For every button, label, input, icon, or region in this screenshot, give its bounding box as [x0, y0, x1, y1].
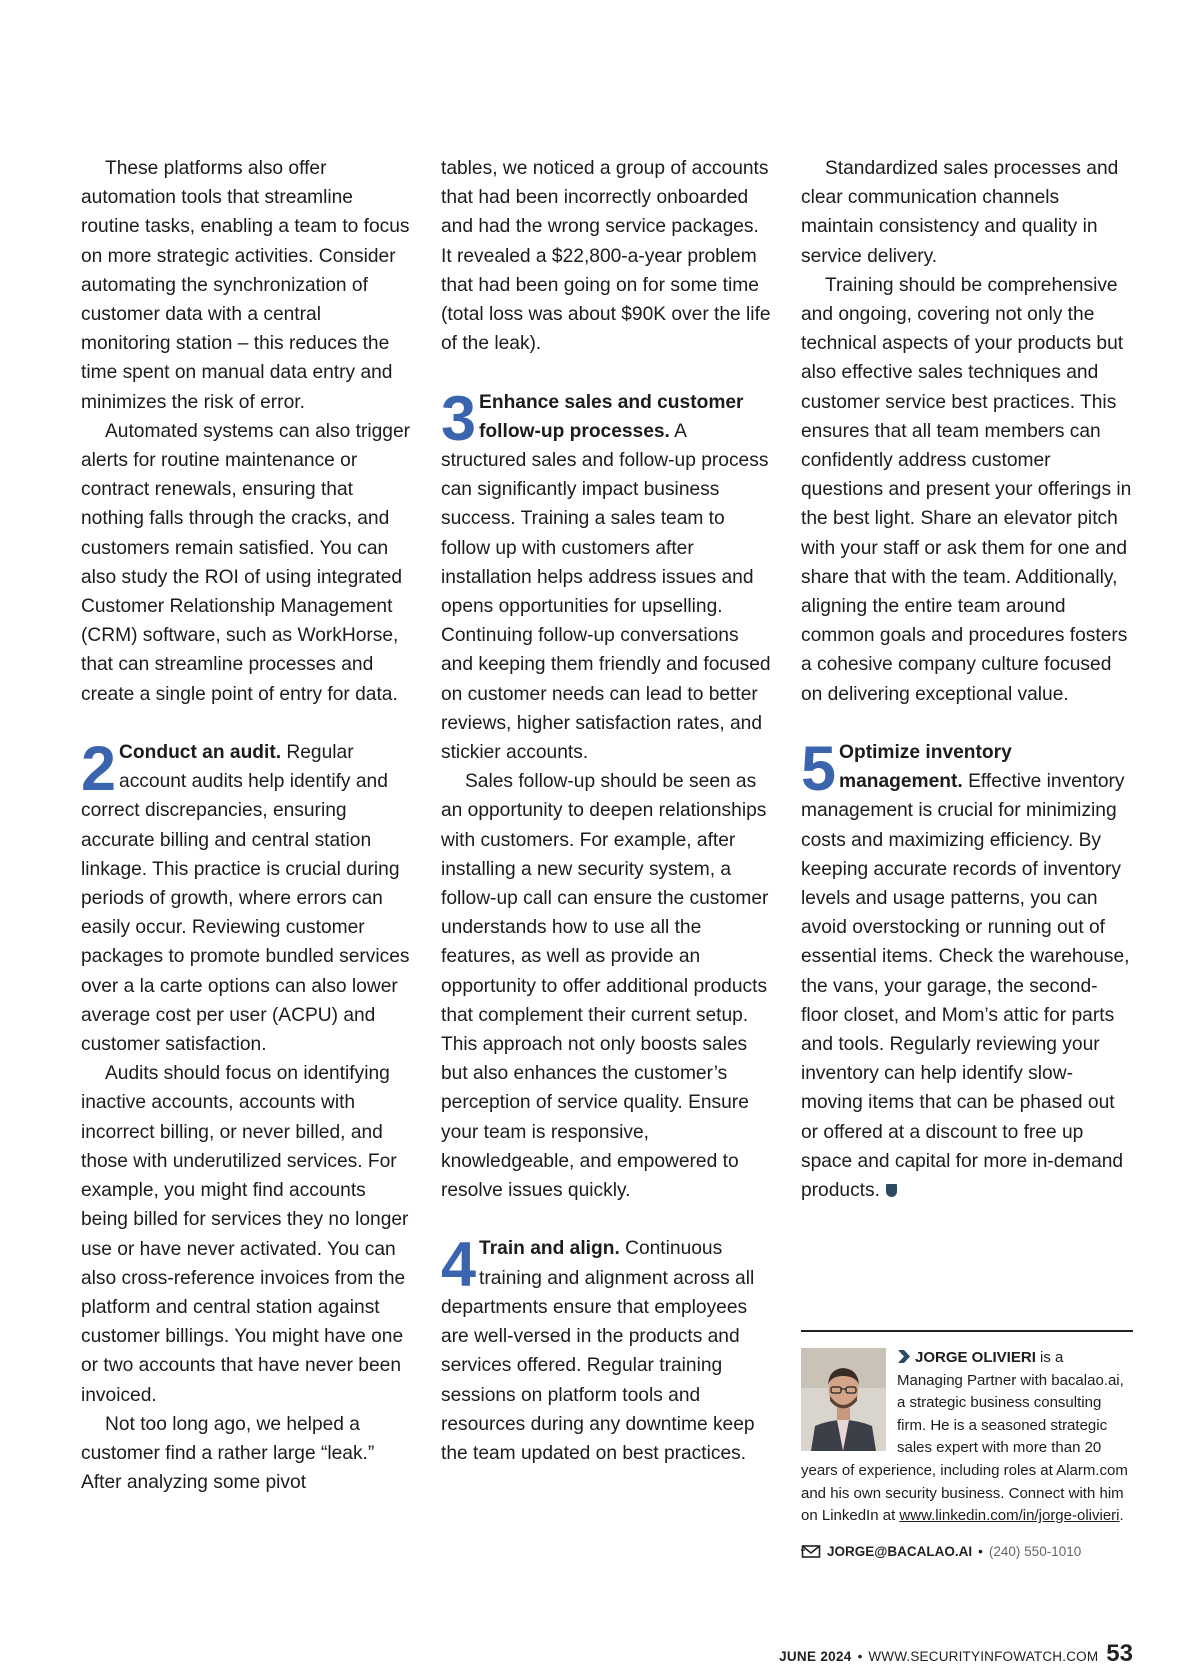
paragraph: Sales follow-up should be seen as an opportunity to deepen relationships with customers. For example, after installing a new security system, a follow-up call can ensure the customer understands how to use all the features, as well as provide an opportunity to offer additional products that complement their current setup. This approach not only boosts sales but also enhances the customer’s perception of service quality. Ensure your team is responsive, knowledgeable, and empowered to resolve issues quickly.: [441, 771, 769, 1202]
section-5: [801, 734, 1133, 1205]
section-heading: Optimize inventory management.: [839, 742, 1012, 793]
section-4: [441, 1230, 771, 1468]
section-body: Effective inventory management is crucial for minimizing costs and maximizing efficiency. By keeping accurate records of inventory levels and usage patterns, you can avoid overstocking or running out of essential items. Check the warehouse, the vans, your garage, the second-floor closet, and Mom’s attic for parts and tools. Regularly reviewing your inventory can help identify slow-moving items that can be phased out or offered at a discount to free up space and capital for more in-demand products.: [801, 771, 1130, 1202]
paragraph: Audits should focus on identifying inactive accounts, accounts with incorrect billing, or never billed, and those with underutilized services. For example, you might find accounts being billed for services they no longer use or have never activated. You can also cross-reference invoices from the platform and central station against customer billings. You might have one or two accounts that have never been invoiced.: [81, 1063, 409, 1406]
section-number: 5: [801, 734, 837, 805]
column-3: [801, 154, 1133, 1205]
paragraph: These platforms also offer automation tools that streamline routine tasks, enabling a team to focus on more strategic activities. Consider automating the synchronization of customer data with a central monitoring station – this reduces the time spent on manual data entry and minimizes the risk of error.: [81, 158, 410, 413]
section-heading: Enhance sales and customer follow-up processes.: [479, 391, 744, 442]
bio-period: .: [1119, 1507, 1124, 1525]
section-body: Continuous training and alignment across all departments ensure that employees are well-versed in the products and services offered. Regular training sessions on platform tools and resources during any downtime keep the team updated on best practices.: [441, 1238, 755, 1464]
paragraph: Standardized sales processes and clear communication channels maintain consistency and quality in service delivery.: [801, 158, 1119, 267]
bio-description: is a Managing Partner with bacalao.ai, a strategic business consulting firm. He is a seasoned strategic sales expert with more than 20 years of experience, including roles at Alarm.com and his own security business. Connect with him on LinkedIn at: [801, 1349, 1128, 1525]
author-bio: [801, 1330, 1133, 1559]
section-number: 3: [441, 383, 477, 454]
page-number: 53: [1106, 1640, 1133, 1667]
section-number: 4: [441, 1230, 477, 1301]
linkedin-link[interactable]: www.linkedin.com/in/jorge-olivieri: [899, 1507, 1120, 1525]
column-2: [441, 154, 771, 1468]
envelope-icon: [801, 1544, 823, 1559]
author-phone: (240) 550-1010: [988, 1543, 1082, 1559]
paragraph: tables, we noticed a group of accounts that had been incorrectly onboarded and had the wrong service packages. It revealed a $22,800-a-year problem that had been going on for some time (total loss was about $90K over the life of the leak).: [441, 158, 771, 355]
section-number: 2: [81, 734, 117, 805]
author-name: JORGE OLIVIERI: [915, 1349, 1036, 1366]
paragraph: Not too long ago, we helped a customer find a rather large “leak.” After analyzing some pivot: [81, 1413, 375, 1494]
section-body: A structured sales and follow-up process can significantly impact business success. Training a sales team to follow up with customers after installation helps address issues and opens opportunities for upselling. Continuing follow-up conversations and keeping them friendly and focused on customer needs can lead to better reviews, higher satisfaction rates, and stickier accounts.: [441, 420, 771, 764]
section-body: Regular account audits help identify and correct discrepancies, ensuring accurate billing and central station linkage. This practice is crucial during periods of growth, where errors can easily occur. Reviewing customer packages to promote bundled services over a la carte options can also lower average cost per user (ACPU) and customer satisfaction.: [81, 742, 410, 1056]
shield-end-icon: [886, 1184, 897, 1197]
section-2: [81, 734, 411, 1059]
column-1: [81, 154, 411, 1497]
section-heading: Conduct an audit.: [119, 742, 282, 764]
author-photo: [801, 1348, 886, 1451]
author-email[interactable]: JORGE@BACALAO.AI: [827, 1543, 973, 1559]
separator: •: [978, 1543, 983, 1559]
website: WWW.SECURITYINFOWATCH.COM: [868, 1649, 1099, 1664]
contact-line: [801, 1544, 1133, 1559]
page-footer: [779, 1640, 1133, 1668]
paragraph: Training should be comprehensive and ongoing, covering not only the technical aspects of your products but also effective sales techniques and customer service best practices. This ensures that all team members can confidently address customer questions and present your offerings in the best light. Share an elevator pitch with your staff or ask them for one and share that with the team. Additionally, aligning the entire team around common goals and procedures fosters a cohesive company culture focused on delivering exceptional value.: [801, 274, 1132, 705]
chevron-right-icon: [897, 1350, 911, 1363]
section-heading: Train and align.: [479, 1238, 620, 1260]
issue-date: JUNE 2024: [779, 1649, 852, 1664]
section-3: [441, 383, 771, 768]
separator: •: [857, 1649, 863, 1664]
paragraph: Automated systems can also trigger alerts for routine maintenance or contract renewals, ensuring that nothing falls through the cracks, and customers remain satisfied. You can also study the ROI of using integrated Customer Relationship Management (CRM) software, such as WorkHorse, that can streamline processes and create a single point of entry for data.: [81, 420, 411, 705]
